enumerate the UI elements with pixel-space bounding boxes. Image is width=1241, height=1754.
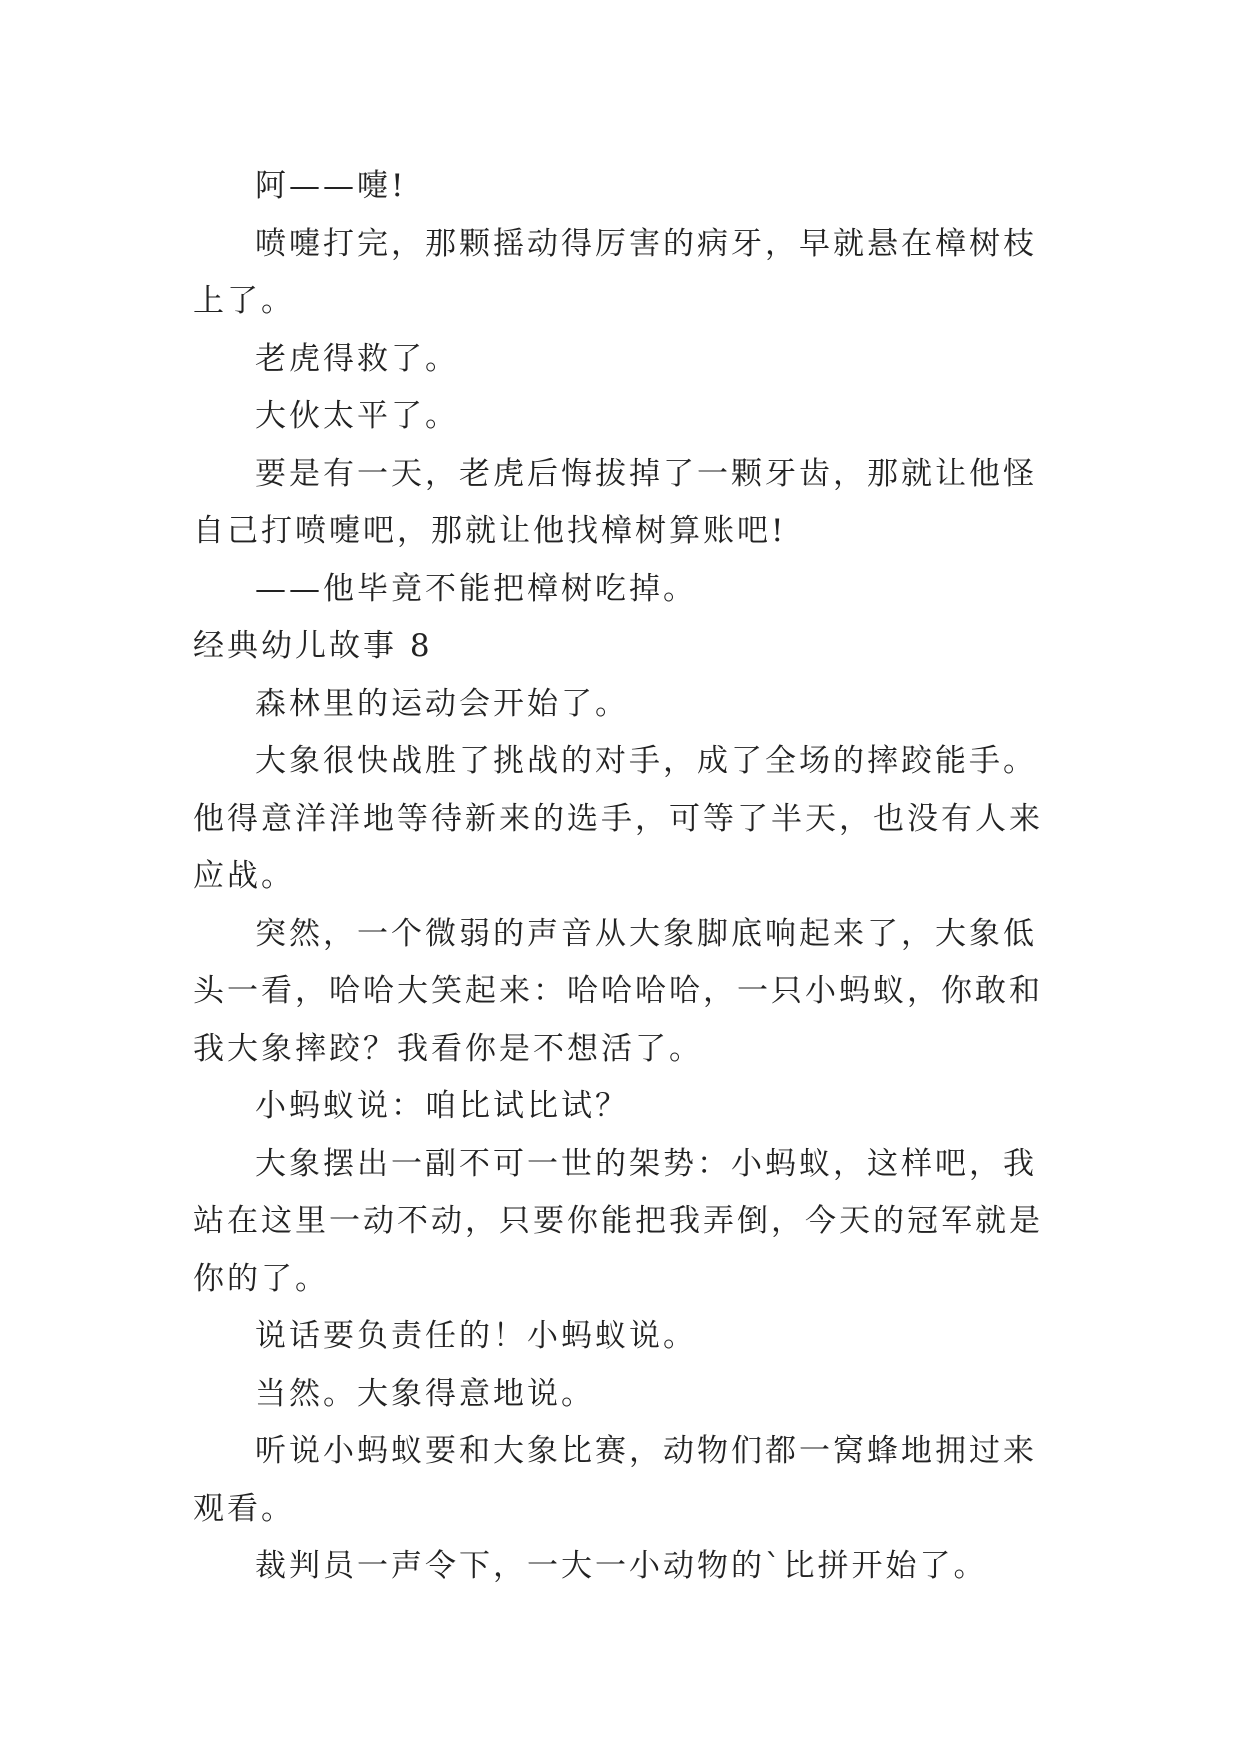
section-heading: 经典幼儿故事 8: [193, 628, 433, 664]
paragraph: 森林里的运动会开始了。: [255, 685, 629, 722]
paragraph: 老虎得救了。: [255, 340, 459, 377]
paragraph: 喷嚏打完，那颗摇动得厉害的病牙，早就悬在樟树枝上了。: [193, 225, 1037, 319]
paragraph: 裁判员一声令下，一大一小动物的`比拼开始了。: [255, 1548, 988, 1584]
paragraph: 小蚂蚁说：咱比试比试？: [255, 1088, 629, 1124]
paragraph: 当然。大象得意地说。: [255, 1375, 595, 1412]
paragraph: 突然，一个微弱的声音从大象脚底响起来了，大象低头一看，哈哈大笑起来：哈哈哈哈，一只小蚂蚁，你敢和我大象摔跤？我看你是不想活了。: [193, 915, 1043, 1067]
paragraph: 大象很快战胜了挑战的对手，成了全场的摔跤能手。他得意洋洋地等待新来的选手，可等了半天，也没有人来应战。: [193, 743, 1043, 894]
paragraph: 阿——嚏!: [255, 168, 407, 204]
paragraph: ——他毕竟不能把樟树吃掉。: [255, 570, 697, 607]
paragraph: 听说小蚂蚁要和大象比赛，动物们都一窝蜂地拥过来观看。: [193, 1433, 1037, 1527]
paragraph: 大伙太平了。: [255, 398, 459, 434]
paragraph: 大象摆出一副不可一世的架势：小蚂蚁，这样吧，我站在这里一动不动，只要你能把我弄倒，今天的冠军就是你的了。: [193, 1145, 1043, 1297]
paragraph: 说话要负责任的！小蚂蚁说。: [255, 1318, 697, 1354]
paragraph: 要是有一天，老虎后悔拔掉了一颗牙齿，那就让他怪自己打喷嚏吧，那就让他找樟树算账吧!: [193, 455, 1037, 549]
document-body: [193, 158, 1053, 1596]
